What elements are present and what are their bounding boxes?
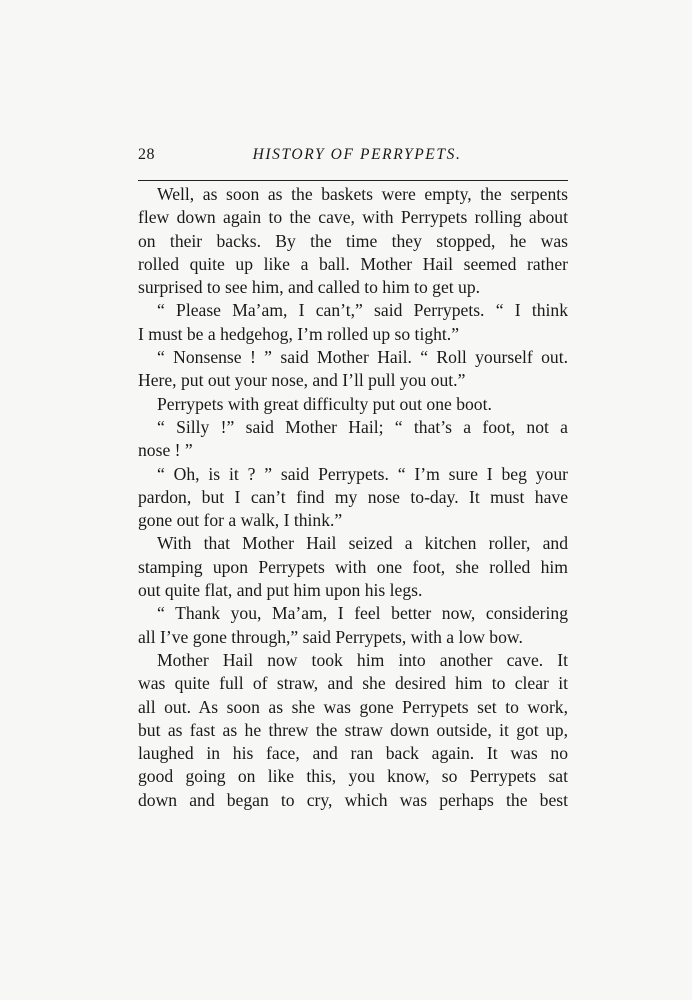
text-line: but as fast as he threw the straw down outside, it got up, xyxy=(138,719,568,740)
text-line: on their backs. By the time they stopped, he was xyxy=(138,230,568,251)
text-line: With that Mother Hail seized a kitchen roller, and xyxy=(157,533,568,554)
text-line: Mother Hail now took him into another cave. It xyxy=(157,649,568,670)
text-line: out quite flat, and put him upon his legs. xyxy=(138,580,423,601)
text-line: all out. As soon as she was gone Perrypets set to work, xyxy=(138,696,568,717)
body-text xyxy=(138,183,568,812)
header-rule xyxy=(138,180,568,181)
text-line: “ Silly !” said Mother Hail; “ that’s a foot, not a xyxy=(157,416,568,437)
text-line: “ Nonsense ! ” said Mother Hail. “ Roll yourself out. xyxy=(157,347,568,368)
text-line: rolled quite up like a ball. Mother Hail seemed rather xyxy=(138,253,568,274)
text-line: all I’ve gone through,” said Perrypets, with a low bow. xyxy=(138,626,523,647)
text-line: down and began to cry, which was perhaps the best xyxy=(138,789,568,810)
running-title: HISTORY OF PERRYPETS. xyxy=(252,146,462,163)
text-line: nose ! ” xyxy=(138,440,193,461)
text-line: “ Oh, is it ? ” said Perrypets. “ I’m sure I beg your xyxy=(157,463,568,484)
text-line: good going on like this, you know, so Perrypets sat xyxy=(138,766,568,787)
text-line: “ Thank you, Ma’am, I feel better now, considering xyxy=(157,603,568,624)
text-line: pardon, but I can’t find my nose to-day. It must have xyxy=(138,486,568,507)
text-line: Well, as soon as the baskets were empty, the serpents xyxy=(157,184,568,204)
text-line: I must be a hedgehog, I’m rolled up so tight.” xyxy=(138,323,460,344)
page-header xyxy=(138,146,568,172)
text-line: gone out for a walk, I think.” xyxy=(138,510,343,531)
text-line: surprised to see him, and called to him to get up. xyxy=(138,277,481,298)
page-number: 28 xyxy=(138,146,155,163)
text-line: Here, put out your nose, and I’ll pull you out.” xyxy=(138,370,466,391)
text-line: was quite full of straw, and she desired him to clear it xyxy=(138,673,568,694)
text-line: flew down again to the cave, with Perrypets rolling about xyxy=(138,207,568,228)
text-line: “ Please Ma’am, I can’t,” said Perrypets. “ I think xyxy=(157,300,568,321)
text-line: stamping upon Perrypets with one foot, she rolled him xyxy=(138,556,568,577)
text-line: Perrypets with great difficulty put out one boot. xyxy=(157,393,492,414)
text-line: laughed in his face, and ran back again. It was no xyxy=(138,743,568,764)
